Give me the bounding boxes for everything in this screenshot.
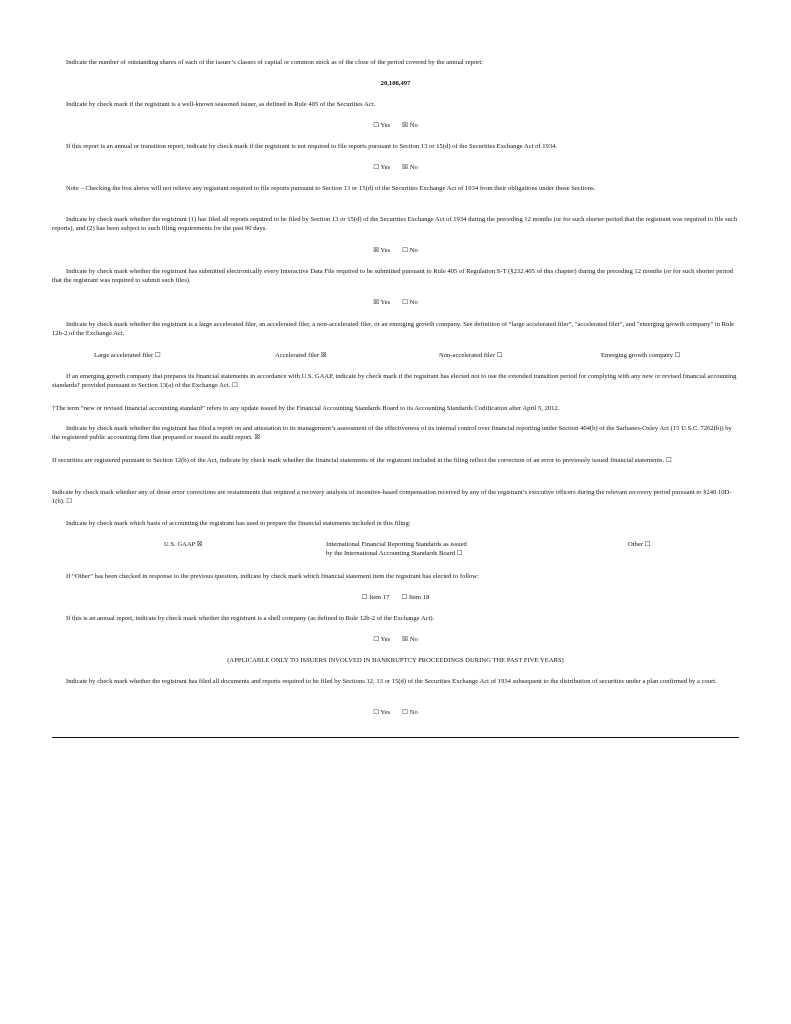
wksi-yes-checkbox[interactable]: ☐ Yes [373, 122, 391, 129]
other-item-question: If “Other” has been checked in response to the previous question, indicate by check mark which financial statement item the registrant has elected to follow: [66, 573, 479, 580]
accounting-basis-question: Indicate by check mark which basis of accounting the registrant has used to prepare the financial statements included in this filing: [66, 520, 411, 527]
filer-status-question: Indicate by check mark whether the registrant is a large accelerated filer, an accelerated filer, a non-accelerated filer, or an emerging growth company. See definition of “large accelerated filer”, "accelerated filer", and "emerging growth company" in Rule 12b-2 of the Exchange Act. [52, 321, 735, 338]
interactive-data-yes-checkbox[interactable]: ☒ Yes [373, 299, 391, 306]
wksi-checkboxes [52, 121, 739, 130]
ifrs-checkbox[interactable]: by the International Accounting Standards Board ☐ [326, 550, 463, 558]
bankruptcy-no-checkbox[interactable]: ☐ No [402, 709, 418, 716]
shell-company-no-checkbox[interactable]: ☒ No [402, 636, 418, 643]
shell-company-yes-checkbox[interactable]: ☐ Yes [373, 636, 391, 643]
not-required-no-checkbox[interactable]: ☒ No [402, 164, 418, 171]
not-required-checkboxes [52, 163, 739, 172]
bankruptcy-yes-checkbox[interactable]: ☐ Yes [373, 709, 391, 716]
icfr-attestation: Indicate by check mark whether the registrant has filed a report on and attestation to its management’s assessment of the effectiveness of its internal control over financial reporting under Section 404(b) of the Sarbanes-Oxley Act (15 U.S.C. 7262(b)) by the registered public accounting firm that prepared or issued its audit report. ☒ [52, 425, 732, 442]
bankruptcy-heading: (APPLICABLE ONLY TO ISSUERS INVOLVED IN BANKRUPTCY PROCEEDINGS DURING THE PAST FIVE YEARS) [227, 657, 564, 664]
interactive-data-question: Indicate by check mark whether the registrant has submitted electronically every Interactive Data File required to be submitted pursuant to Rule 405 of Regulation S-T (§232.405 of this chapter) during the preceding 12 months (or for such shorter period that the registrant was required to submit such files). [52, 268, 733, 285]
wksi-no-checkbox[interactable]: ☒ No [402, 122, 418, 129]
wksi-question: Indicate by check mark if the registrant is a well-known seasoned issuer, as defined in Rule 405 of the Securities Act. [66, 101, 376, 108]
outstanding-shares-question: Indicate the number of outstanding shares of each of the issuer’s classes of capital or common stock as of the close of the period covered by the annual report: [66, 59, 483, 66]
interactive-data-no-checkbox[interactable]: ☐ No [402, 299, 418, 306]
item-18-checkbox[interactable]: ☐ Item 18 [401, 594, 430, 601]
filed-all-reports-question: Indicate by check mark whether the registrant (1) has filed all reports required to be filed by Section 13 or 15(d) of the Securities Exchange Act of 1934 during the preceding 12 months (or for such shorter period that the registrant was required to file such reports), and (2) has been subject to such filing requirements for the past 90 days. [52, 216, 738, 233]
error-correction: If securities are registered pursuant to Section 12(b) of the Act, indicate by check mark whether the financial statements of the registrant included in the filing reflect the correction of an error to previously issued financial statements. ☐ [52, 457, 672, 464]
not-required-question: If this report is an annual or transition report, indicate by check mark if the registrant is not required to file reports pursuant to Section 13 or 15(d) of the Securities Exchange Act of 1934. [66, 143, 558, 150]
large-accelerated-filer-checkbox[interactable]: Large accelerated filer ☐ [94, 352, 161, 359]
accounting-basis-options [52, 540, 739, 559]
us-gaap-checkbox[interactable]: U.S. GAAP ☒ [164, 541, 203, 548]
other-checkbox[interactable]: Other ☐ [628, 541, 651, 548]
bottom-rule [52, 737, 739, 738]
bankruptcy-checkboxes [52, 708, 739, 717]
filed-all-reports-yes-checkbox[interactable]: ☒ Yes [373, 247, 391, 254]
not-required-yes-checkbox[interactable]: ☐ Yes [373, 164, 391, 171]
shell-company-question: If this is an annual report, indicate by check mark whether the registrant is a shell company (as defined in Rule 12b-2 of the Exchange Act). [66, 615, 435, 622]
new-standard-definition: †The term “new or revised financial accounting standard” refers to any update issued by the Financial Accounting Standards Board to its Accounting Standards Codification after April 5, 2012. [52, 405, 560, 412]
other-item-checkboxes [52, 593, 739, 602]
filed-all-reports-no-checkbox[interactable]: ☐ No [402, 247, 418, 254]
note-paragraph: Note – Checking the box above will not relieve any registrant required to file reports pursuant to Section 13 or 15(d) of the Securities Exchange Act of 1934 from their obligations under those Sections. [66, 185, 596, 192]
item-17-checkbox[interactable]: ☐ Item 17 [361, 594, 390, 601]
outstanding-shares-value: 20,108,497 [380, 80, 411, 87]
bankruptcy-question: Indicate by check mark whether the registrant has filed all documents and reports required to be filed by Sections 12, 13 or 15(d) of the Securities Exchange Act of 1934 subsequent to the distribution of securities under a plan confirmed by a court. [66, 678, 717, 685]
emerging-growth-election: If an emerging growth company that prepares its financial statements in accordance with U.S. GAAP, indicate by check mark if the registrant has elected not to use the extended transition period for complying with any new or revised financial accounting standards† provided pursuant to Section 13(a) of the Exchange Act. ☐ [52, 373, 737, 390]
interactive-data-checkboxes [52, 298, 739, 307]
filed-all-reports-checkboxes [52, 246, 739, 255]
restatement-recovery: Indicate by check mark whether any of those error corrections are restatements that required a recovery analysis of incentive-based compensation received by any of the registrant’s executive officers during the relevant recovery period pursuant to §240.10D-1(b). ☐ [52, 489, 732, 506]
shell-company-checkboxes [52, 635, 739, 644]
accelerated-filer-checkbox[interactable]: Accelerated filer ☒ [275, 352, 327, 359]
non-accelerated-filer-checkbox[interactable]: Non-accelerated filer ☐ [439, 352, 503, 359]
ifrs-line-1: International Financial Reporting Standards as issued [326, 541, 467, 548]
emerging-growth-company-checkbox[interactable]: Emerging growth company ☐ [601, 352, 681, 359]
